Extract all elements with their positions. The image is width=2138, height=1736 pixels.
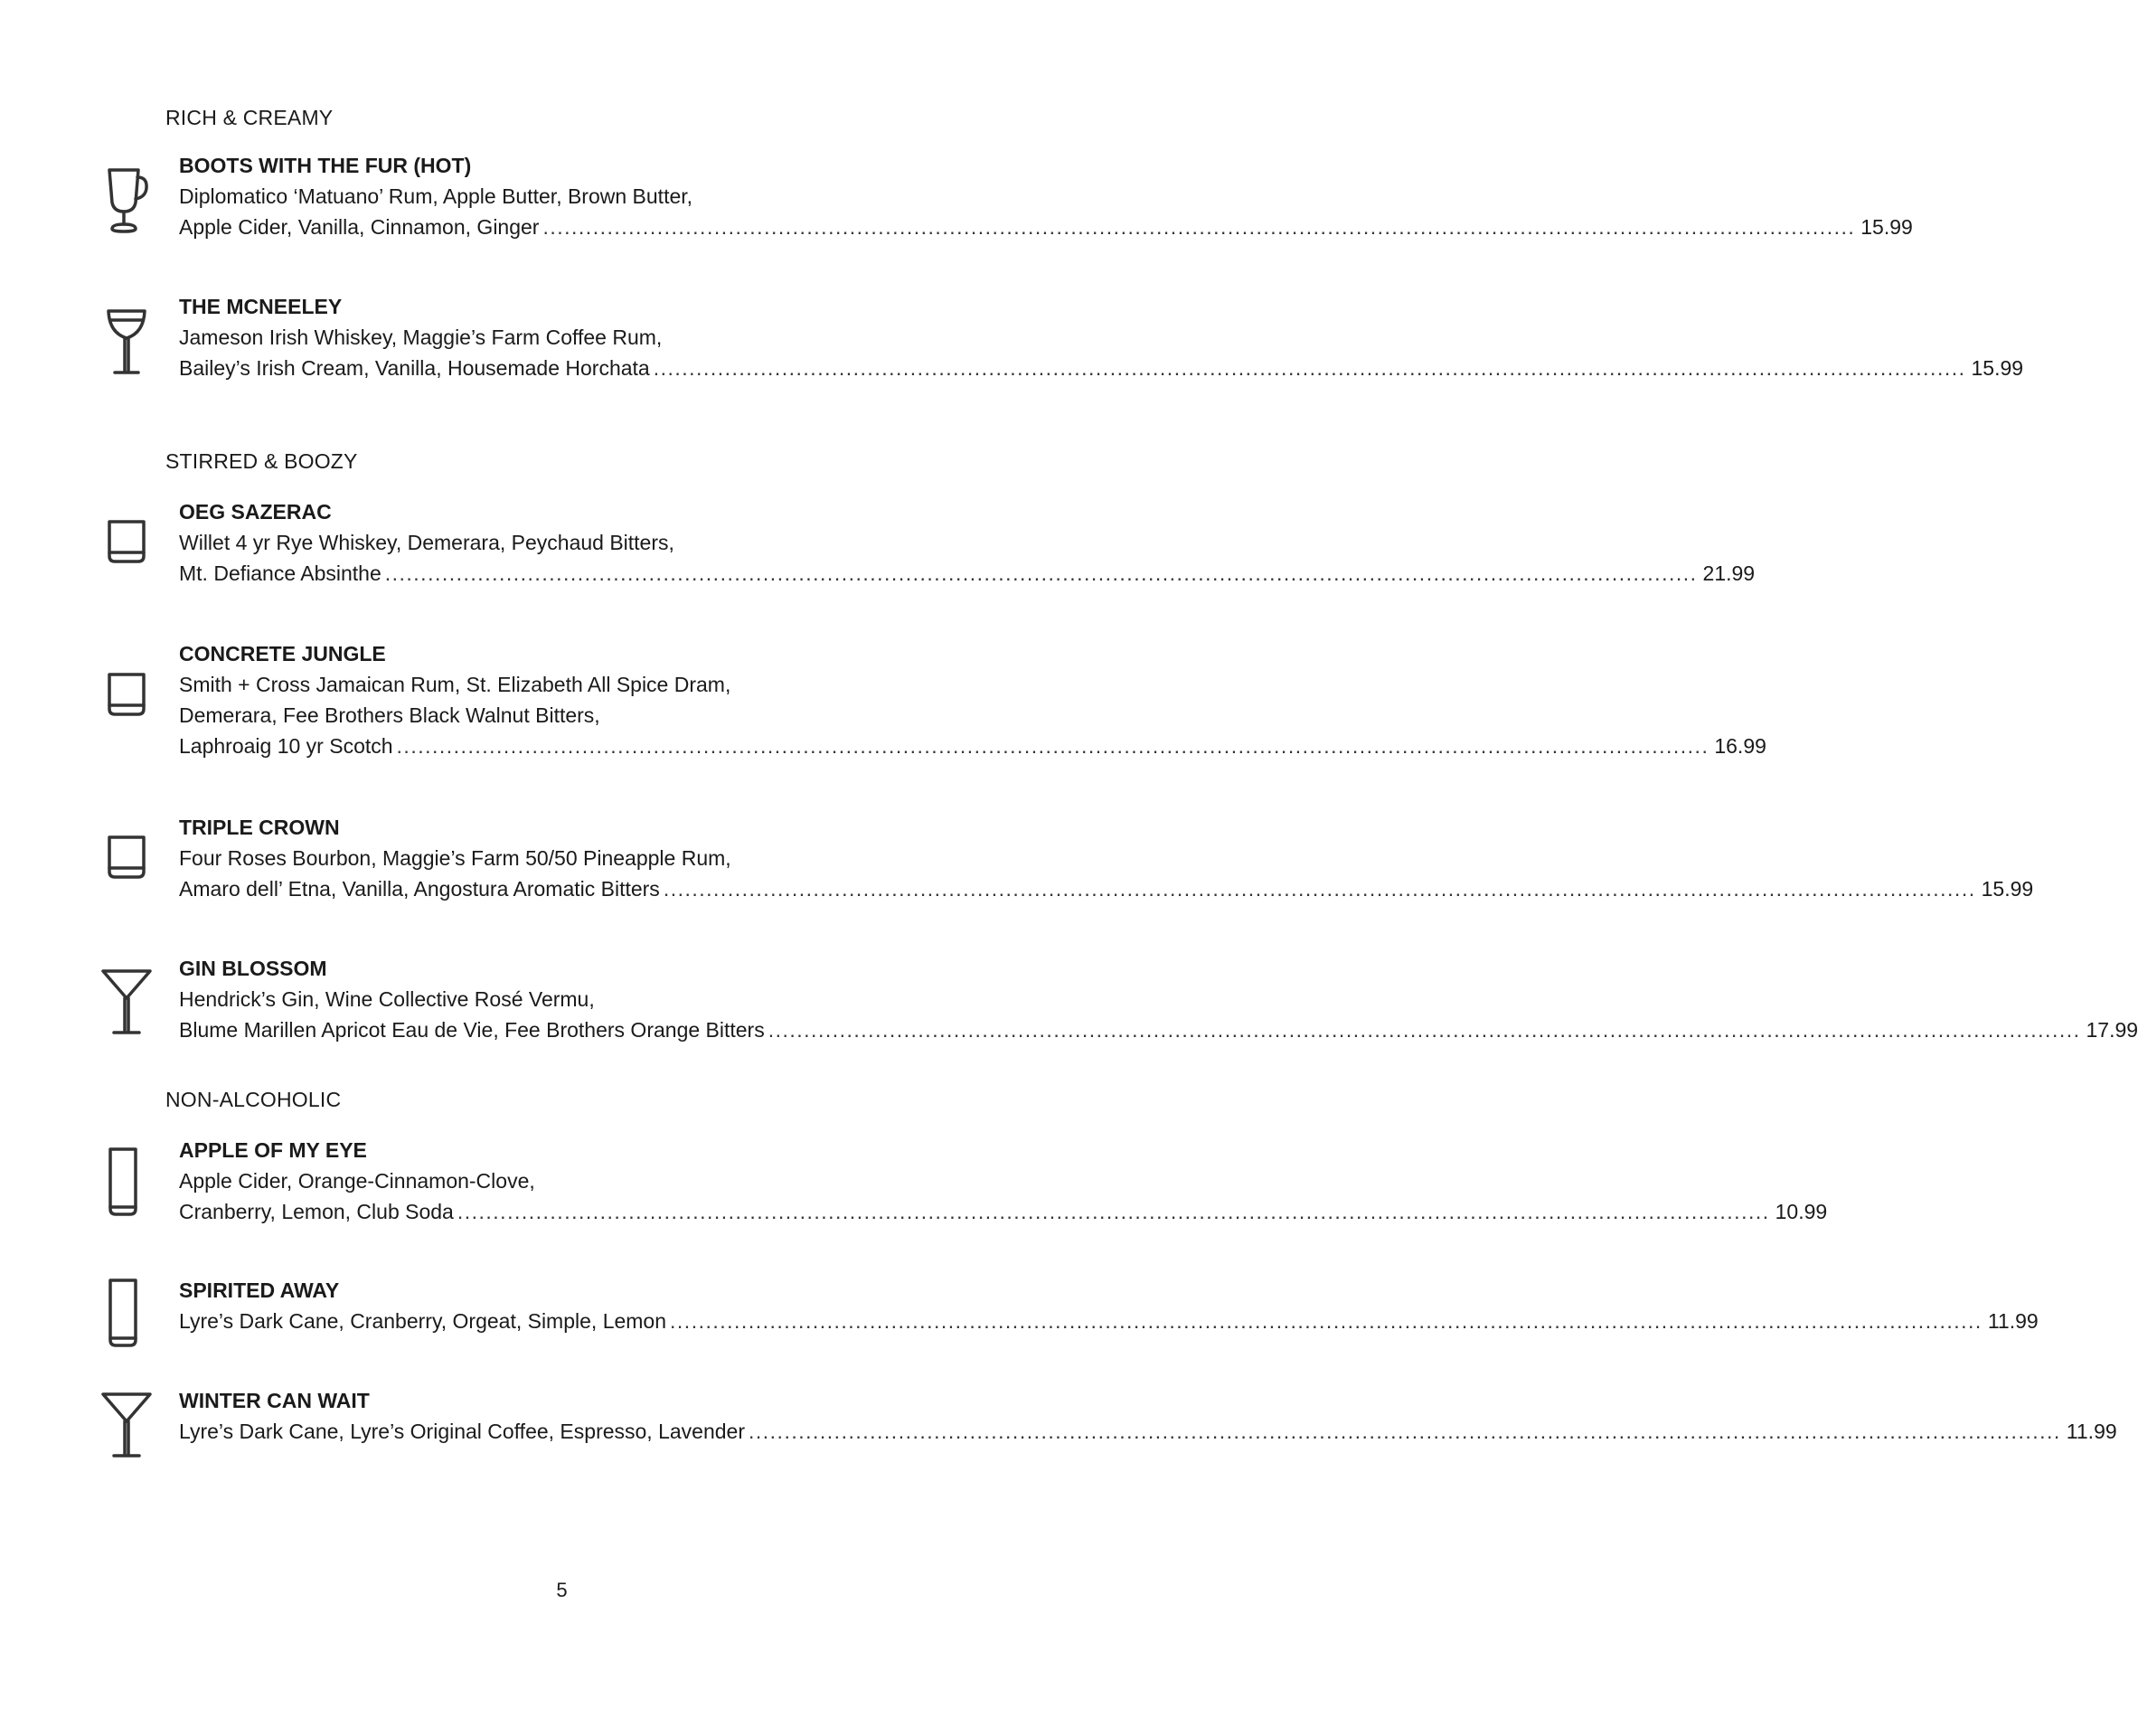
item-name: APPLE OF MY EYE [179, 1138, 367, 1162]
page-number: 5 [556, 1579, 568, 1601]
item-name: SPIRITED AWAY [179, 1278, 340, 1302]
dot-leader: ........................................................................................................................................................................................ [457, 1200, 1770, 1223]
martini-glass-icon [98, 1385, 159, 1467]
item-name: TRIPLE CROWN [179, 816, 340, 839]
item-ingredients: Bailey’s Irish Cream, Vanilla, Housemade Horchata [179, 356, 650, 380]
item-name: CONCRETE JUNGLE [179, 642, 386, 665]
item-ingredients: Laphroaig 10 yr Scotch [179, 734, 393, 758]
item-ingredients: Hendrick’s Gin, Wine Collective Rosé Vermu, [179, 987, 595, 1011]
irish-coffee-mug-icon [98, 159, 159, 241]
item-name: GIN BLOSSOM [179, 957, 327, 980]
dot-leader: ........................................................................................................................................................................................ [670, 1309, 1983, 1333]
item-ingredients: Jameson Irish Whiskey, Maggie’s Farm Coffee Rum, [179, 326, 663, 349]
item-ingredients: Diplomatico ‘Matuano’ Rum, Apple Butter, Brown Butter, [179, 184, 693, 208]
item-ingredients: Apple Cider, Orange-Cinnamon-Clove, [179, 1169, 535, 1193]
item-name: OEG SAZERAC [179, 500, 332, 524]
dot-leader: ........................................................................................................................................................................................ [653, 356, 1966, 380]
item-ingredients: Demerara, Fee Brothers Black Walnut Bitters, [179, 703, 600, 727]
item-price: 15.99 [1860, 215, 1913, 239]
item-ingredients: Cranberry, Lemon, Club Soda [179, 1200, 454, 1223]
item-ingredients: Four Roses Bourbon, Maggie’s Farm 50/50 Pineapple Rum, [179, 846, 731, 870]
rocks-glass-icon [98, 819, 159, 901]
section-title-rich-creamy: RICH & CREAMY [165, 106, 334, 129]
item-name: BOOTS WITH THE FUR (HOT) [179, 154, 472, 177]
item-name: THE MCNEELEY [179, 295, 343, 318]
highball-glass-icon [98, 1275, 159, 1356]
item-ingredients: Apple Cider, Vanilla, Cinnamon, Ginger [179, 215, 540, 239]
item-ingredients: Amaro dell’ Etna, Vanilla, Angostura Aromatic Bitters [179, 877, 660, 901]
dot-leader: ........................................................................................................................................................................................ [768, 1018, 2081, 1042]
rocks-glass-icon [98, 504, 159, 585]
dot-leader: ........................................................................................................................................................................................ [542, 215, 1856, 239]
item-price: 16.99 [1714, 734, 1766, 758]
item-price: 21.99 [1702, 561, 1756, 585]
item-name: WINTER CAN WAIT [179, 1389, 370, 1412]
item-ingredients: Lyre’s Dark Cane, Cranberry, Orgeat, Simple, Lemon [179, 1309, 667, 1333]
item-price: 15.99 [1971, 356, 2024, 380]
item-price: 11.99 [1987, 1309, 2039, 1333]
item-price: 15.99 [1981, 877, 2034, 901]
item-ingredients: Blume Marillen Apricot Eau de Vie, Fee Brothers Orange Bitters [179, 1018, 765, 1042]
coupe-glass-icon [98, 300, 159, 382]
item-ingredients: Mt. Defiance Absinthe [179, 561, 381, 585]
dot-leader: ........................................................................................................................................................................................ [749, 1420, 2061, 1443]
martini-glass-icon [98, 962, 159, 1043]
item-ingredients: Lyre’s Dark Cane, Lyre’s Original Coffee, Espresso, Lavender [179, 1420, 745, 1443]
highball-glass-icon [98, 1144, 159, 1225]
dot-leader: ........................................................................................................................................................................................ [384, 561, 1698, 585]
item-price: 10.99 [1775, 1200, 1828, 1223]
item-ingredients: Smith + Cross Jamaican Rum, St. Elizabeth All Spice Dram, [179, 673, 731, 696]
item-price: 17.99 [2086, 1018, 2138, 1042]
rocks-glass-icon [98, 656, 159, 738]
section-title-stirred-boozy: STIRRED & BOOZY [165, 449, 358, 473]
item-ingredients: Willet 4 yr Rye Whiskey, Demerara, Peychaud Bitters, [179, 531, 674, 554]
dot-leader: ........................................................................................................................................................................................ [663, 877, 1976, 901]
section-title-non-alcoholic: NON-ALCOHOLIC [165, 1088, 342, 1111]
dot-leader: ........................................................................................................................................................................................ [396, 734, 1709, 758]
item-price: 11.99 [2066, 1420, 2117, 1443]
